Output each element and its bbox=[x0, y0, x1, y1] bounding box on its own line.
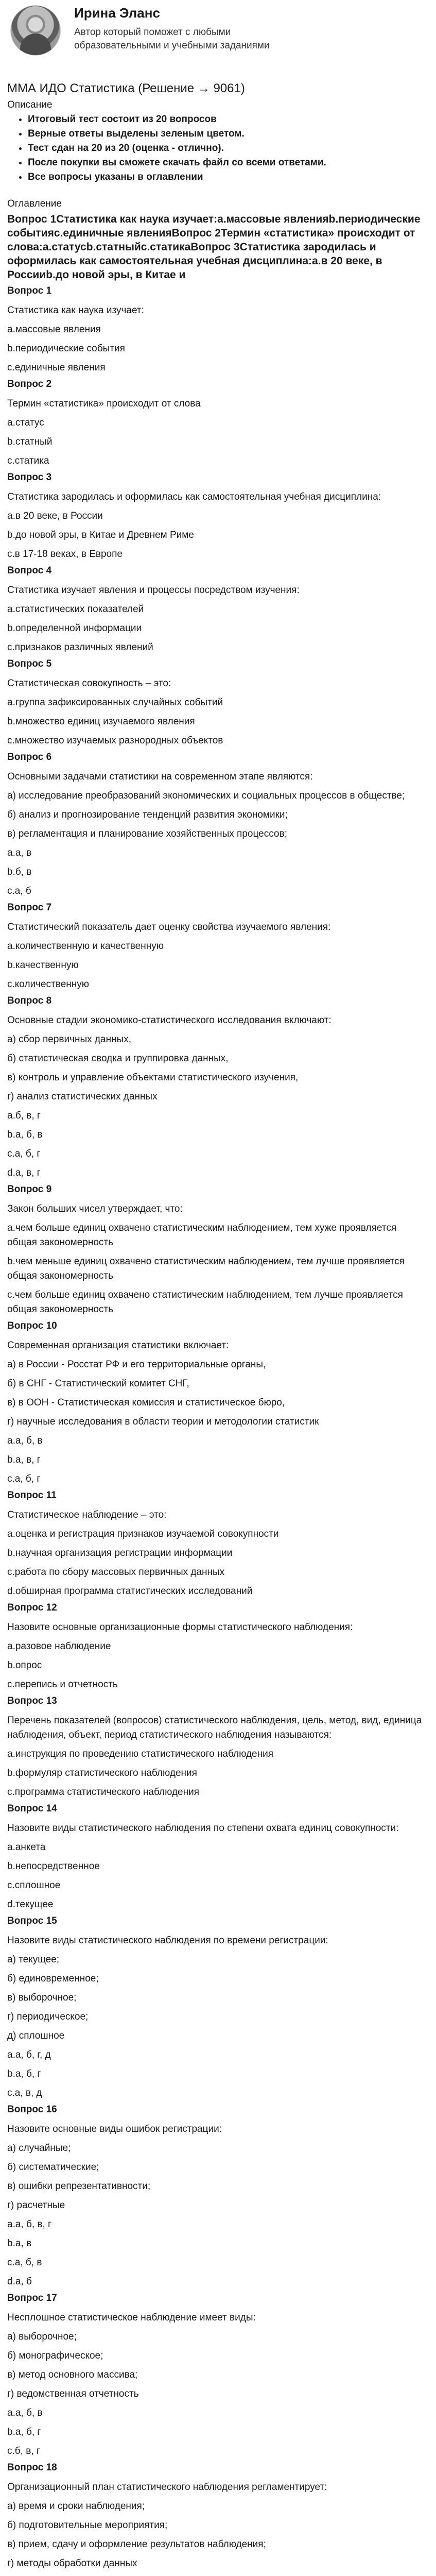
question-text: Современная организация статистики включает: bbox=[7, 1340, 229, 1351]
question-text: Термин «статистика» происходит от слова bbox=[7, 398, 201, 409]
answer-option: b.периодические события bbox=[7, 343, 125, 354]
answer-option: г) ведомственная отчетность bbox=[7, 2388, 139, 2399]
answer-option: б) единовременное; bbox=[7, 1973, 99, 1984]
answer-option: b.б, в bbox=[7, 867, 32, 877]
question-text: Перечень показателей (вопросов) статистического наблюдения, цель, метод, вид, единица наблюдения, объект, период статистического наблюдения называются: bbox=[7, 1715, 422, 1740]
answer-option: а) время и сроки наблюдения; bbox=[7, 2501, 145, 2512]
answer-option: b.качественную bbox=[7, 960, 79, 971]
question-block bbox=[7, 2103, 429, 2289]
question-heading: Вопрос 6 bbox=[7, 752, 52, 762]
answer-option: c.единичные явления bbox=[7, 362, 106, 373]
question-heading: Вопрос 3 bbox=[7, 472, 52, 483]
answer-option: b.до новой эры, в Китае и Древнем Риме bbox=[7, 530, 194, 540]
answer-option: b.формуляр статистического наблюдения bbox=[7, 1768, 197, 1778]
answer-option: в) регламентация и планирование хозяйственных процессов; bbox=[7, 828, 287, 839]
answer-option: c.а, в, д bbox=[7, 2088, 42, 2098]
question-text: Закон больших чисел утверждает, что: bbox=[7, 1204, 183, 1214]
answer-option: c.множество изучаемых разнородных объектов bbox=[7, 735, 223, 746]
question-heading: Вопрос 16 bbox=[7, 2104, 57, 2115]
question-text: Назовите основные виды ошибок регистрации: bbox=[7, 2124, 222, 2134]
answer-option: c.работа по сбору массовых первичных данных bbox=[7, 1567, 225, 1578]
question-text: Организационный план статистического наблюдения регламентирует: bbox=[7, 2482, 327, 2493]
answer-option: b.а, в, г bbox=[7, 1454, 41, 1465]
answer-option: c.программа статистического наблюдения bbox=[7, 1787, 199, 1798]
document-title: ММА ИДО Статистика (Решение → 9061) bbox=[7, 81, 245, 95]
question-heading: Вопрос 14 bbox=[7, 1803, 57, 1814]
question-heading: Вопрос 5 bbox=[7, 658, 52, 669]
question-heading: Вопрос 9 bbox=[7, 1184, 52, 1195]
question-block bbox=[7, 901, 429, 992]
answer-option: a.а, в bbox=[7, 848, 32, 858]
question-heading: Вопрос 12 bbox=[7, 1602, 57, 1613]
answer-option: a.количественную и качественную bbox=[7, 941, 164, 952]
answer-option: b.а, в bbox=[7, 2238, 32, 2249]
answer-option: a.анкета bbox=[7, 1842, 46, 1853]
answer-option: а) сбор первичных данных, bbox=[7, 1034, 131, 1045]
answer-option: б) в СНГ - Статистический комитет СНГ, bbox=[7, 1378, 189, 1389]
answer-option: a.в 20 веке, в России bbox=[7, 511, 103, 521]
answer-option: c.чем больше единиц охвачено статистическим наблюдением, тем лучше проявляется общая закономерность bbox=[7, 1290, 403, 1315]
answer-option: б) систематические; bbox=[7, 2162, 99, 2173]
description-item: • Итоговый тест состоит из 20 вопросов bbox=[28, 112, 429, 127]
answer-option: a.оценка и регистрация признаков изучаемой совокупности bbox=[7, 1529, 279, 1539]
answer-option: а) случайные; bbox=[7, 2143, 71, 2154]
answer-option: c.а, б, г bbox=[7, 1148, 41, 1159]
answer-option: b.а, б, г bbox=[7, 2427, 41, 2437]
question-heading: Вопрос 4 bbox=[7, 565, 52, 576]
question-block bbox=[7, 1601, 429, 1692]
question-heading: Вопрос 8 bbox=[7, 995, 52, 1006]
answer-option: в) выборочное; bbox=[7, 1992, 77, 2003]
author-description: Автор который поможет с любыми образовательными и учебными заданиями bbox=[74, 27, 270, 51]
answer-option: a.статистических показателей bbox=[7, 604, 144, 615]
answer-option: в) ошибки репрезентативности; bbox=[7, 2181, 151, 2192]
question-block bbox=[7, 1694, 429, 1800]
answer-option: a.группа зафиксированных случайных событий bbox=[7, 697, 223, 708]
answer-option: б) статистическая сводка и группировка данных, bbox=[7, 1053, 229, 1064]
author-name[interactable]: Ирина Эланс bbox=[74, 5, 160, 21]
answer-option: б) анализ и прогнозирование тенденций развития экономики; bbox=[7, 809, 288, 820]
question-block bbox=[7, 564, 429, 655]
author-avatar[interactable] bbox=[10, 5, 61, 56]
question-block bbox=[7, 1319, 429, 1486]
answer-option: д) сплошное bbox=[7, 2030, 65, 2041]
question-text: Статистика изучает явления и процессы посредством изучения: bbox=[7, 585, 300, 596]
answer-option: a.разовое наблюдение bbox=[7, 1641, 111, 1652]
question-block bbox=[7, 1182, 429, 1317]
answer-option: a.инструкция по проведению статистического наблюдения bbox=[7, 1749, 273, 1759]
description-item: • Все вопросы указаны в оглавлении bbox=[28, 170, 429, 184]
answer-option: b.научная организация регистрации информации bbox=[7, 1548, 233, 1558]
answer-option: c.статика bbox=[7, 455, 49, 466]
question-block bbox=[7, 377, 429, 468]
question-block bbox=[7, 1802, 429, 1912]
question-block bbox=[7, 994, 429, 1180]
question-heading: Вопрос 11 bbox=[7, 1490, 57, 1501]
answer-option: в) в ООН - Статистическая комиссия и статистическое бюро, bbox=[7, 1397, 285, 1408]
author-header bbox=[7, 0, 429, 74]
description-list bbox=[7, 112, 429, 184]
answer-option: а) выборочное; bbox=[7, 2331, 77, 2342]
answer-option: г) анализ статистических данных bbox=[7, 1091, 158, 1102]
answer-option: г) методы обработки данных bbox=[7, 2558, 137, 2569]
answer-option: d.обширная программа статистических исследований bbox=[7, 1586, 253, 1597]
answer-option: a.б, в, г bbox=[7, 1110, 41, 1121]
question-text: Назовите виды статистического наблюдения по степени охвата единиц совокупности: bbox=[7, 1823, 399, 1834]
answer-option: c.в 17-18 веках, в Европе bbox=[7, 549, 123, 560]
question-heading: Вопрос 1 bbox=[7, 285, 52, 296]
answer-option: b.а, б, г bbox=[7, 2069, 41, 2079]
toc-label: Оглавление bbox=[7, 198, 62, 209]
question-block bbox=[7, 750, 429, 899]
question-text: Назовите основные организационные формы статистического наблюдения: bbox=[7, 1622, 353, 1633]
question-text: Статистический показатель дает оценку свойства изучаемого явления: bbox=[7, 922, 331, 933]
answer-option: b.статный bbox=[7, 436, 53, 447]
answer-option: d.а, б bbox=[7, 2276, 32, 2287]
answer-option: а) текущее; bbox=[7, 1954, 60, 1965]
answer-option: в) контроль и управление объектами статистического изучения, bbox=[7, 1072, 299, 1083]
answer-option: а) в России - Росстат РФ и его территориальные органы, bbox=[7, 1359, 266, 1370]
answer-option: c.перепись и отчетность bbox=[7, 1679, 118, 1690]
answer-option: a.статус bbox=[7, 417, 44, 428]
question-text: Статистическая совокупность – это: bbox=[7, 678, 171, 689]
answer-option: c.а, б, г bbox=[7, 1473, 41, 1484]
answer-option: a.массовые явления bbox=[7, 324, 101, 335]
question-block bbox=[7, 470, 429, 562]
question-block bbox=[7, 284, 429, 375]
answer-option: c.признаков различных явлений bbox=[7, 642, 153, 653]
question-heading: Вопрос 2 bbox=[7, 379, 52, 389]
question-block bbox=[7, 2461, 429, 2576]
answer-option: г) расчетные bbox=[7, 2200, 65, 2211]
answer-option: a.а, б, в bbox=[7, 2408, 43, 2418]
question-block bbox=[7, 2291, 429, 2459]
question-text: Несплошное статистическое наблюдение имеет виды: bbox=[7, 2312, 256, 2323]
answer-option: b.определенной информации bbox=[7, 623, 142, 634]
answer-option: a.чем больше единиц охвачено статистическим наблюдением, тем хуже проявляется общая закономерность bbox=[7, 1223, 397, 1248]
answer-option: b.опрос bbox=[7, 1660, 42, 1671]
answer-option: a.а, б, в bbox=[7, 1435, 43, 1446]
question-heading: Вопрос 18 bbox=[7, 2462, 57, 2473]
answer-option: г) научные исследования в области теории и методологии статистик bbox=[7, 1416, 319, 1427]
description-item: • После покупки вы сможете скачать файл со всеми ответами. bbox=[28, 156, 429, 170]
answer-option: b.непосредственное bbox=[7, 1861, 100, 1872]
question-heading: Вопрос 13 bbox=[7, 1696, 57, 1706]
answer-option: c.количественную bbox=[7, 979, 90, 990]
answer-option: в) прием, сдачу и оформление результатов наблюдения; bbox=[7, 2539, 266, 2550]
question-text: Основные стадии экономико-статистического исследования включают: bbox=[7, 1015, 332, 1026]
answer-option: c.сплошное bbox=[7, 1880, 61, 1891]
answer-option: г) периодическое; bbox=[7, 2011, 89, 2022]
question-heading: Вопрос 10 bbox=[7, 1320, 57, 1331]
answer-option: b.множество единиц изучаемого явления bbox=[7, 716, 195, 727]
question-text: Назовите виды статистического наблюдения по времени регистрации: bbox=[7, 1935, 328, 1946]
answer-option: б) подготовительные мероприятия; bbox=[7, 2520, 168, 2531]
answer-option: в) метод основного массива; bbox=[7, 2369, 138, 2380]
answer-option: а) исследование преобразований экономических и социальных процессов в обществе; bbox=[7, 790, 405, 801]
answer-option: c.а, б bbox=[7, 886, 31, 896]
question-block bbox=[7, 1488, 429, 1599]
answer-option: a.а, б, г, д bbox=[7, 2049, 51, 2060]
answer-option: c.а, б, в bbox=[7, 2257, 42, 2268]
answer-option: b.а, б, в bbox=[7, 1129, 43, 1140]
question-heading: Вопрос 17 bbox=[7, 2293, 57, 2303]
question-block bbox=[7, 657, 429, 748]
answer-option: c.б, в, г bbox=[7, 2446, 40, 2456]
questions-list bbox=[7, 284, 429, 2576]
question-heading: Вопрос 15 bbox=[7, 1916, 57, 1926]
table-of-contents: Вопрос 1Статистика как наука изучает:a.массовые явленияb.периодические событияc.единичные явленияВопрос 2Термин «статистика» происходит от слова:a.статусb.статныйc.статикаВопрос 3Статистика зародилась и оформилась как самостоятельная учебная дисциплина:a.в 20 веке, в Россииb.до новой эры, в Китае и bbox=[7, 213, 421, 281]
description-label: Описание bbox=[7, 99, 53, 110]
description-item: • Тест сдан на 20 из 20 (оценка - отлично). bbox=[28, 141, 429, 156]
question-block bbox=[7, 1914, 429, 2100]
description-item: • Верные ответы выделены зеленым цветом. bbox=[28, 127, 429, 141]
answer-option: d.текущее bbox=[7, 1899, 54, 1910]
question-text: Статистика зародилась и оформилась как самостоятельная учебная дисциплина: bbox=[7, 492, 381, 502]
author-info bbox=[74, 3, 316, 53]
question-text: Статистика как наука изучает: bbox=[7, 305, 144, 316]
question-heading: Вопрос 7 bbox=[7, 902, 52, 913]
question-text: Основными задачами статистики на современном этапе являются: bbox=[7, 771, 313, 782]
answer-option: б) монографическое; bbox=[7, 2350, 103, 2361]
question-text: Статистическое наблюдение – это: bbox=[7, 1510, 167, 1520]
answer-option: a.а, б, в, г bbox=[7, 2219, 51, 2230]
answer-option: d.а, в, г bbox=[7, 1167, 41, 1178]
answer-option: b.чем меньше единиц охвачено статистическим наблюдением, тем лучше проявляется общая закономерность bbox=[7, 1256, 405, 1281]
